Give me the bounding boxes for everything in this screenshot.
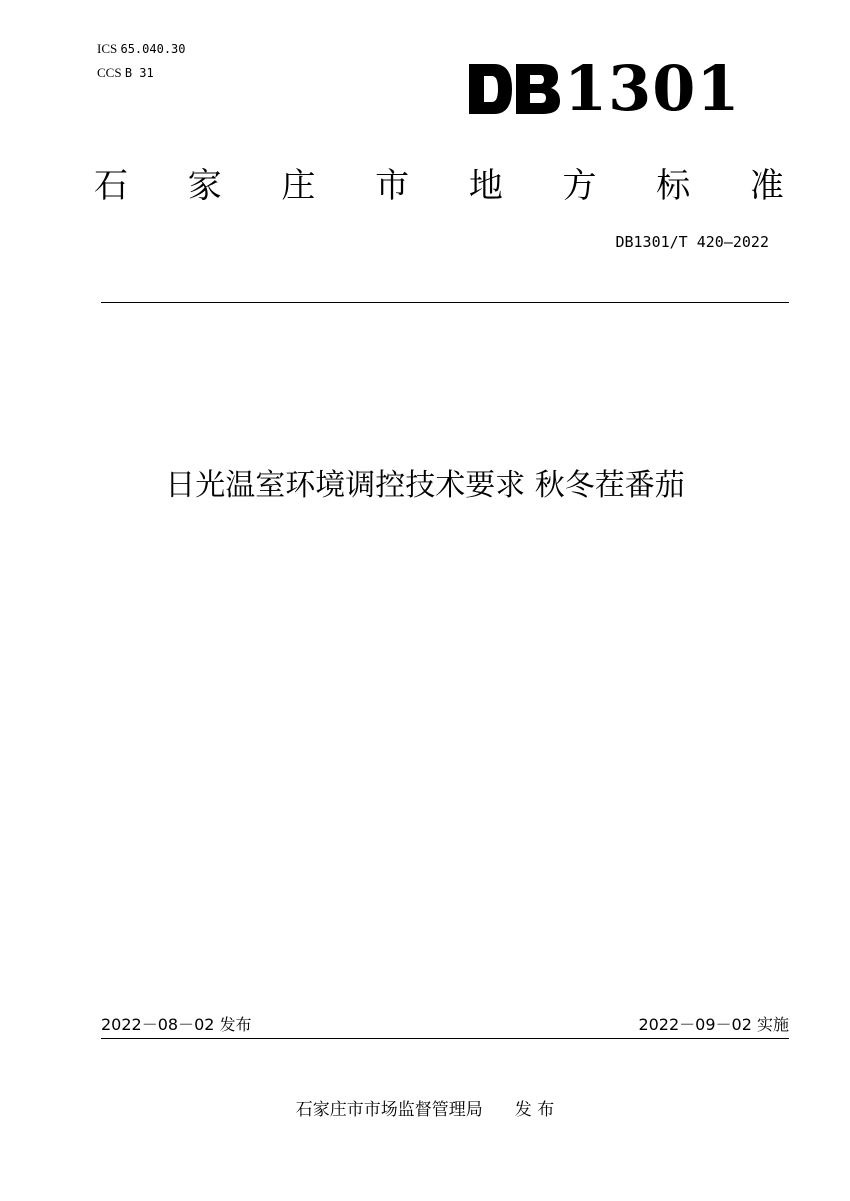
category-char: 准: [749, 166, 784, 206]
db-logo-mark: [466, 56, 562, 122]
publish-date: 2022－08－02: [101, 1015, 215, 1034]
category-char: 标: [656, 166, 691, 206]
category-char: 市: [375, 166, 410, 206]
db-logo-number: 1301: [564, 52, 741, 125]
issuer-action: 发 布: [514, 1100, 555, 1120]
standard-number: DB1301/T 420—2022: [615, 233, 769, 251]
ics-label: ICS: [97, 41, 118, 56]
ccs-code: B 31: [124, 66, 154, 80]
category-char: 家: [187, 166, 222, 206]
document-title: 日光温室环境调控技术要求 秋冬茬番茄: [165, 468, 685, 503]
category-char: 地: [468, 166, 503, 206]
category-char: 石: [94, 166, 128, 206]
implement-date: 2022－09－02: [638, 1015, 752, 1034]
publish-label: 发布: [219, 1015, 252, 1034]
standard-category-title: [94, 163, 784, 209]
implement-date-line: [638, 1014, 789, 1036]
implement-label: 实施: [756, 1015, 789, 1034]
ccs-label: CCS: [97, 65, 122, 80]
bottom-divider: [101, 1038, 789, 1039]
ccs-code-line: [97, 65, 154, 81]
db-logo: [466, 52, 741, 125]
category-char: 庄: [281, 166, 316, 206]
ics-code-line: [97, 41, 186, 57]
issuer-line: [0, 1099, 850, 1121]
ics-code: 65.040.30: [120, 42, 186, 56]
category-char: 方: [562, 166, 597, 206]
top-divider: [101, 302, 789, 303]
issuer-organization: 石家庄市市场监督管理局: [295, 1100, 483, 1120]
publish-date-line: [101, 1014, 252, 1036]
